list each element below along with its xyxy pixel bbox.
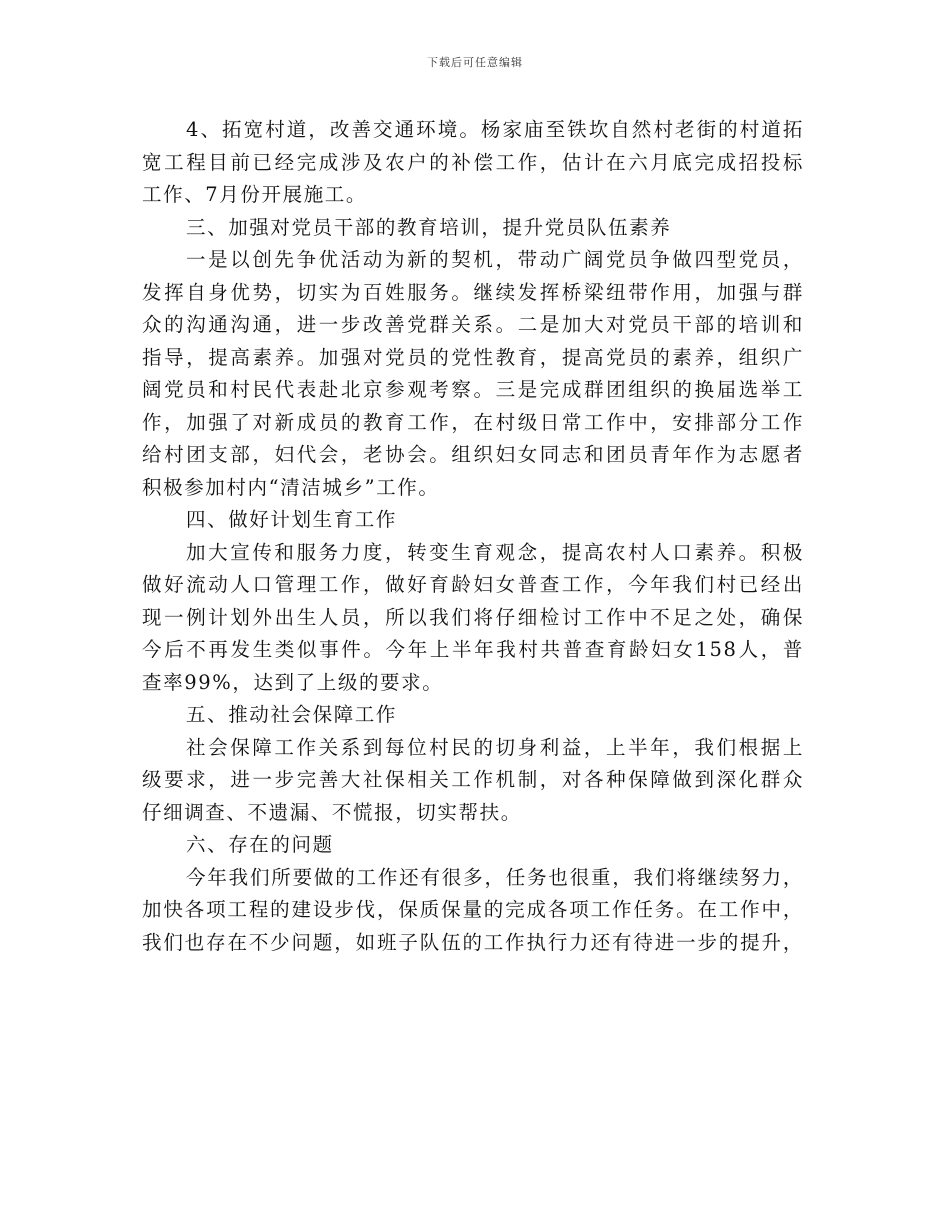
document-body: [142, 114, 804, 959]
paragraph-line: 工作、7月份开展施工。: [142, 183, 368, 206]
paragraph-line: 今后不再发生类似事件。今年上半年我村共普查育龄妇女158人，普: [142, 638, 804, 661]
paragraph-line: 今年我们所要做的工作还有很多，任务也很重，我们将继续努力，: [186, 865, 804, 889]
paragraph-line: 一是以创先争优活动为新的契机，带动广阔党员争做四型党员，: [186, 248, 804, 271]
paragraph-line: 查率99%，达到了上级的要求。: [142, 670, 444, 694]
paragraph-line: 指导，提高素养。加强对党员的党性教育，提高党员的素养，组织广: [142, 345, 804, 369]
paragraph-line: 加快各项工程的建设步伐，保质保量的完成各项工作任务。在工作中，: [142, 898, 804, 921]
paragraph-line: 现一例计划外出生人员，所以我们将仔细检讨工作中不足之处，确保: [142, 605, 804, 629]
section-heading: 三、加强对党员干部的教育培训，提升党员队伍素养: [186, 215, 672, 239]
paragraph-line: 作，加强了对新成员的教育工作，在村级日常工作中，安排部分工作: [142, 410, 804, 434]
paragraph-line: 积极参加村内“清洁城乡”工作。: [142, 475, 440, 499]
section-heading: 六、存在的问题: [186, 833, 334, 856]
paragraph-line: 做好流动人口管理工作，做好育龄妇女普查工作，今年我们村已经出: [142, 573, 804, 596]
paragraph-line: 加大宣传和服务力度，转变生育观念，提高农村人口素养。积极: [186, 540, 804, 564]
section-heading: 四、做好计划生育工作: [186, 508, 398, 531]
header-note: 下载后可任意编辑: [427, 56, 523, 69]
paragraph-line: 我们也存在不少问题，如班子队伍的工作执行力还有待进一步的提升，: [142, 930, 804, 954]
paragraph-line: 社会保障工作关系到每位村民的切身利益，上半年，我们根据上: [186, 735, 804, 759]
paragraph-line: 4、拓宽村道，改善交通环境。杨家庙至铁坎自然村老街的村道拓: [186, 118, 804, 141]
paragraph-line: 仔细调查、不遗漏、不慌报，切实帮扶。: [142, 800, 522, 824]
paragraph-line: 发挥自身优势，切实为百姓服务。继续发挥桥梁纽带作用，加强与群: [142, 280, 804, 304]
paragraph-line: 阔党员和村民代表赴北京参观考察。三是完成群团组织的换届选举工: [142, 378, 804, 401]
paragraph-line: 给村团支部，妇代会，老协会。组织妇女同志和团员青年作为志愿者: [142, 443, 804, 466]
paragraph-line: 级要求，进一步完善大社保相关工作机制，对各种保障做到深化群众: [142, 768, 804, 791]
paragraph-line: 众的沟通沟通，进一步改善党群关系。二是加大对党员干部的培训和: [142, 313, 804, 336]
paragraph-line: 宽工程目前已经完成涉及农户的补偿工作，估计在六月底完成招投标: [142, 150, 804, 174]
section-heading: 五、推动社会保障工作: [186, 703, 398, 726]
